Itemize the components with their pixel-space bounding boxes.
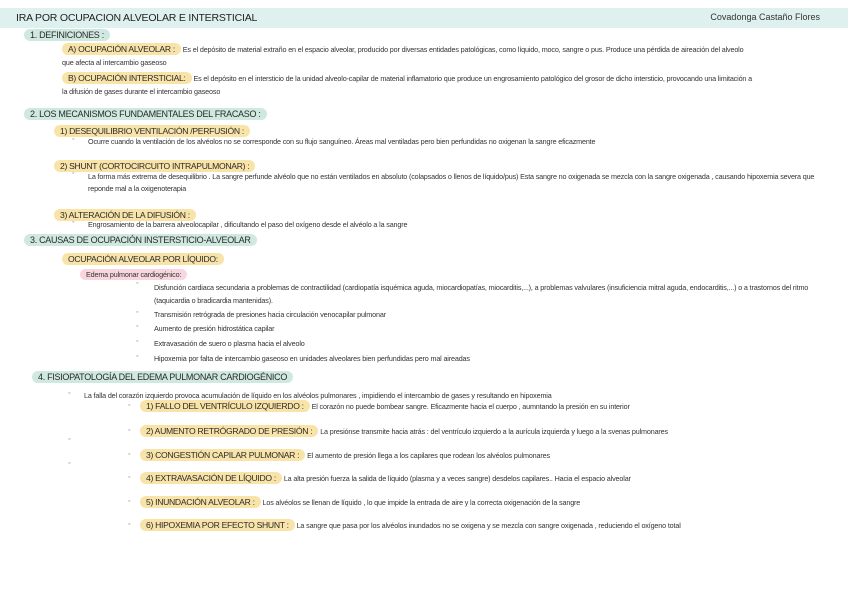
section-4-intro: La falla del corazón izquierdo provoca acumulación de líquido en los alvéolos pulmonares , impidiendo el intercambio de gases y resultando en hipoxemia (84, 391, 552, 400)
bullet-icon: ◦ (68, 390, 71, 397)
mechanism-2-text: La forma más extrema de desequilibrio . La sangre perfunde alvéolo que no están ventilados en absoluto (colapsados o llenos de líquido/pus) Esta sangre no oxigenada se mezcla con la sangre oxigenada , causando hipoxemia severa que reponde mal a la oxigenoterapia (88, 172, 815, 193)
bullet-icon: ◦ (72, 219, 75, 226)
step-1: 1) FALLO DEL VENTRÍCULO IZQUIERDO : El corazón no puede bombear sangre. Eficazmente hacia el cuerpo , aumntando la presión en su interior (140, 401, 630, 411)
section-4-heading: 4. FISIOPATOLOGÍA DEL EDEMA PULMONAR CARDIOGÉNICO (32, 372, 293, 382)
section-3-heading: 3. CAUSAS DE OCUPACIÓN INSTERSTICIO-ALVEOLAR (24, 235, 257, 245)
step-4: 4) EXTRAVASACIÓN DE LÍQUIDO : La alta presión fuerza la salida de líquido (plasma y a veces sangre) desdelos capilares.. Hacia el espacio alveolar (140, 473, 631, 483)
author-name: Covadonga Castaño Flores (710, 12, 820, 22)
section-1-heading: 1. DEFINICIONES : (24, 30, 110, 40)
bullet-icon: ◦ (136, 309, 139, 316)
mechanism-3-text: Engrosamiento de la barrera alveolocapilar , dificultando el paso del oxígeno desde el alvéolo a la sangre (88, 220, 408, 229)
step-2: 2) AUMENTO RETRÓGRADO DE PRESIÓN : La presiónse transmite hacia atrás : del ventrículo izquierdo a la aurícula izquierda y luego a la svenas pulmonares (140, 426, 668, 436)
bullet-icon: ◦ (136, 353, 139, 360)
section-2-heading: 2. LOS MECANISMOS FUNDAMENTALES DEL FRACASO : (24, 109, 267, 119)
bullet-icon: ◦ (136, 280, 139, 287)
bullet-icon: ◦ (72, 136, 75, 143)
bullet-icon: ◦ (136, 323, 139, 330)
bullet-icon: ◦ (128, 474, 131, 481)
mechanism-3-heading: 3) ALTERACIÓN DE LA DIFUSIÓN : (54, 205, 196, 223)
step-6: 6) HIPOXEMIA POR EFECTO SHUNT : La sangre que pasa por los alvéolos inundados no se oxigena y se mezcla con sangre oxigenada , reduciendo el oxígeno total (140, 520, 681, 530)
section-3-subheading: OCUPACIÓN ALVEOLAR POR LÍQUIDO: (62, 249, 224, 267)
cause-point: Extravasación de suero o plasma hacia el alveolo (154, 339, 305, 348)
cause-point: Disfunción cardiaca secundaria a problemas de contractilidad (cardiopatía isquémica aguda, miocardiopatías, miocarditis,...), a problemas valvulares (insuficiencia mitral aguda, endocarditis,...) o a trastornos del ritmo (taquicardia o bradicardia mantenidas). (154, 283, 809, 305)
bullet-icon: ◦ (128, 521, 131, 528)
step-3: 3) CONGESTIÓN CAPILAR PULMONAR : El aumento de presión llega a los capilares que rodean los alvéolos pulmonares (140, 450, 550, 460)
bullet-icon: ◦ (68, 436, 71, 443)
definition-b-label: B) OCUPACIÓN INTERSTICIAL: (62, 72, 192, 84)
bullet-icon: ◦ (128, 451, 131, 458)
page-title: IRA POR OCUPACION ALVEOLAR E INTERSTICIAL (16, 12, 258, 24)
bullet-icon: ◦ (136, 338, 139, 345)
bullet-icon: ◦ (128, 402, 131, 409)
definition-a (62, 43, 752, 69)
definition-b (62, 72, 752, 98)
bullet-icon: ◦ (128, 427, 131, 434)
bullet-icon: ◦ (68, 460, 71, 467)
bullet-icon: ◦ (72, 170, 75, 177)
bullet-icon: ◦ (128, 498, 131, 505)
step-5: 5) INUNDACIÓN ALVEOLAR : Los alvéolos se llenan de líquido , lo que impide la entrada de aire y la correcta oxigenación de la sangre (140, 497, 580, 507)
definition-b-text: Es el depósito en el intersticio de la unidad alveolo-capilar de material inflamatorio que produce un engrosamiento patológico del grosor de dicho intersticio, provocando una limitación a la difusión de gases durante el intercambio gaseoso (62, 74, 752, 96)
cause-point: Hipoxemia por falta de intercambio gaseoso en unidades alveolares bien perfundidas pero mal aireadas (154, 354, 470, 363)
edema-item: Edema pulmonar cardiogénico: (80, 264, 187, 282)
mechanism-2-heading: 2) SHUNT (CORTOCIRCUITO INTRAPULMONAR) : (54, 156, 255, 174)
definition-a-label: A) OCUPACIÓN ALVEOLAR : (62, 43, 181, 55)
definition-a-text: Es el depósito de material extraño en el espacio alveolar, producido por diversas entidades patológicas, como líquido, moco, sangre o pus. Produce una pérdida de aireación del alveolo que afecta al intercambio gaseoso (62, 45, 744, 67)
cause-point: Aumento de presión hidrostática capilar (154, 324, 275, 333)
cause-point: Transmisión retrógrada de presiones hacia circulación venocapilar pulmonar (154, 310, 386, 319)
mechanism-1-text: Ocurre cuando la ventilación de los alvéolos no se corresponde con su flujo sanguíneo. Áreas mal ventiladas pero bien perfundidas no oxigenan la sangre eficazmente (88, 137, 596, 146)
mechanism-1-heading: 1) DESEQUILIBRIO VENTILACIÓN /PERFUSIÓN : (54, 121, 250, 139)
